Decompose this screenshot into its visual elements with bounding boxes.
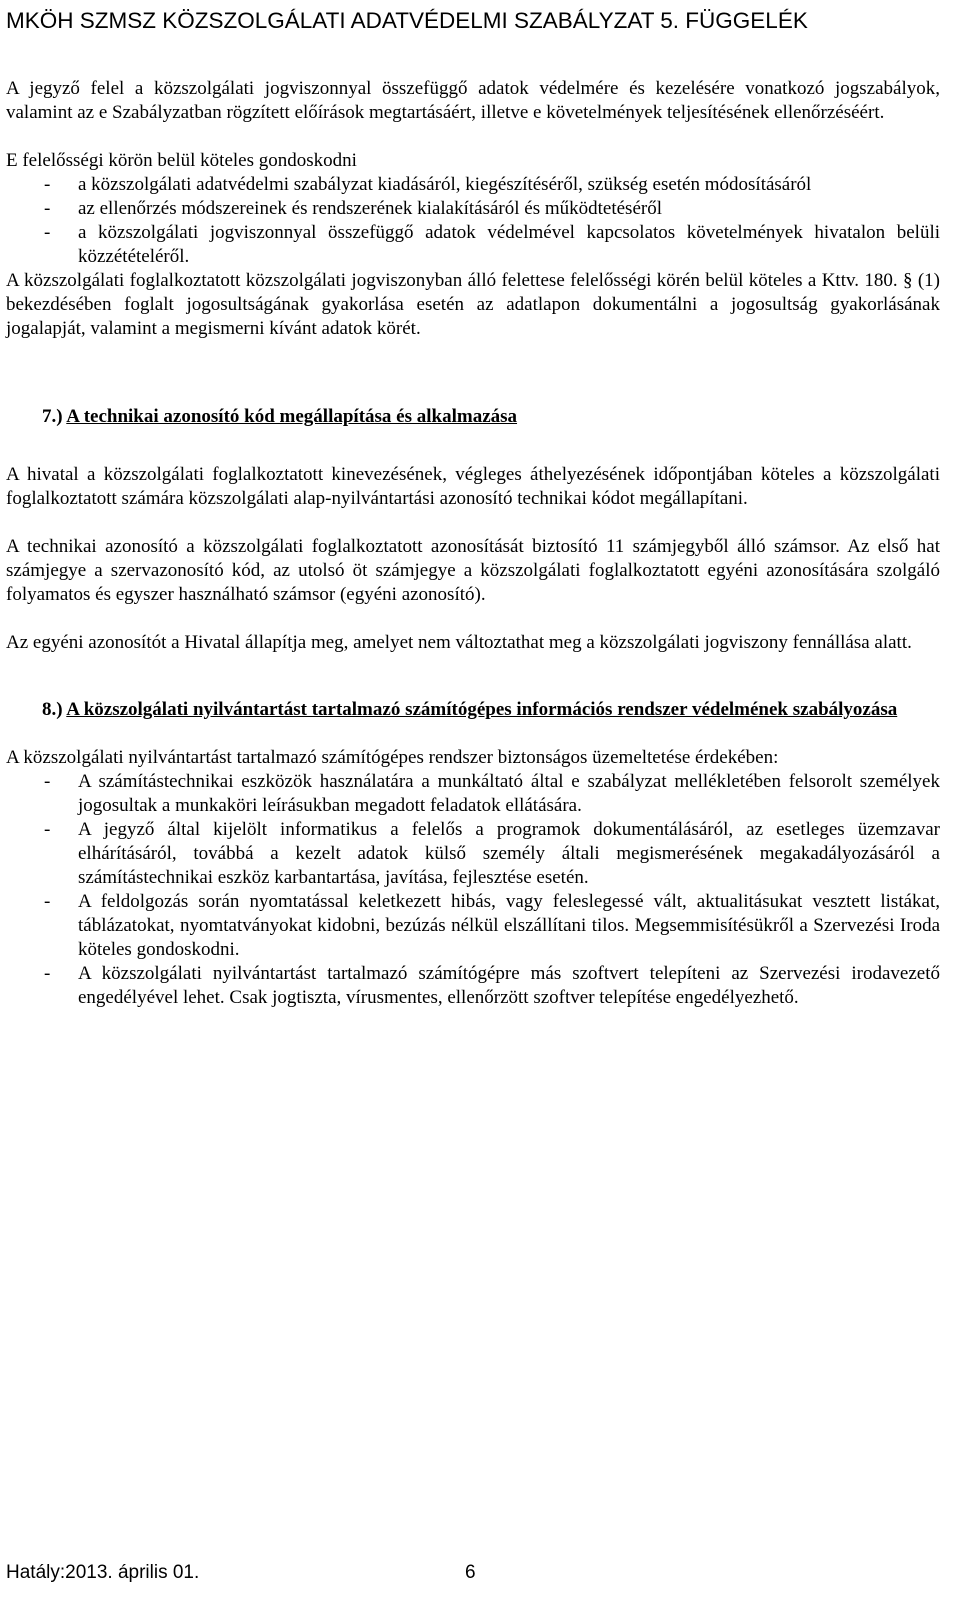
section-7-paragraph: A hivatal a közszolgálati foglalkoztatott kinevezésének, végleges áthelyezésének időpontjában köteles a közszolgálati foglalkoztatott számára közszolgálati alap-nyilvántartási azonosító technikai kódot megállapítani.	[6, 464, 940, 509]
supervisor-paragraph: A közszolgálati foglalkoztatott közszolgálati jogviszonyban álló felettese felelősségi körén belül köteles a Kttv. 180. § (1) bekezdésében foglalt jogosultságának gyakorlása esetén az adatlapon dokumentálni a jogosultság gyakorlásának jogalapját, valamint a megismerni kívánt adatok körét.	[6, 270, 940, 339]
page-footer	[6, 1561, 956, 1585]
section-7-heading: 7.) A technikai azonosító kód megállapítása és alkalmazása	[42, 406, 518, 427]
list-item: - A közszolgálati nyilvántartást tartalmazó számítógépre más szoftvert telepíteni az Szervezési irodavezető engedélyével lehet. Csak jogtiszta, vírusmentes, ellenőrzött szoftver telepítése engedélyezhető.	[44, 963, 940, 1008]
list-item: - A feldolgozás során nyomtatással keletkezett hibás, vagy feleslegessé vált, aktualitásukat vesztett listákat, táblázatokat, nyomtatványokat kidobni, bezúzás nélkül elszállítani tilos. Megsemmisítésükről a Szervezési Iroda köteles gondoskodni.	[44, 891, 940, 960]
page-title: MKÖH SZMSZ KÖZSZOLGÁLATI ADATVÉDELMI SZABÁLYZAT 5. FÜGGELÉK	[6, 8, 808, 33]
document-body	[6, 77, 940, 1010]
responsibility-lead: E felelősségi körön belül köteles gondoskodni	[6, 150, 357, 171]
section-8-heading: 8.) A közszolgálati nyilvántartást tartalmazó számítógépes információs rendszer védelmének szabályozása	[42, 699, 898, 720]
security-rules-list	[6, 770, 940, 1010]
effective-date: Hatály:2013. április 01.	[6, 1562, 200, 1583]
list-item: - az ellenőrzés módszereinek és rendszerének kialakításáról és működtetéséről	[44, 198, 662, 219]
list-item: - A számítástechnikai eszközök használatára a munkáltató által e szabályzat mellékletében felsorolt személyek jogosultak a munkaköri leírásukban megadott feladatok ellátására.	[44, 771, 940, 816]
intro-paragraph: A jegyző felel a közszolgálati jogviszonnyal összefüggő adatok védelmére és kezelésére vonatkozó jogszabályok, valamint az e Szabályzatban rögzített előírások megtartásáért, illetve e követelmények teljesítésének ellenőrzéséért.	[6, 78, 940, 123]
page-number: 6	[465, 1562, 476, 1583]
section-7-paragraph: Az egyéni azonosítót a Hivatal állapítja meg, amelyet nem változtathat meg a közszolgálati jogviszony fennállása alatt.	[6, 632, 912, 653]
list-item: - A jegyző által kijelölt informatikus a felelős a programok dokumentálásáról, az esetleges üzemzavar elhárításáról, továbbá a kezelt adatok külső személy általi megismerésének megakadályozásáról a számítástechnikai eszköz karbantartása, javítása, fejlesztése esetén.	[44, 819, 940, 888]
list-item: - a közszolgálati adatvédelmi szabályzat kiadásáról, kiegészítéséről, szükség esetén módosításáról	[44, 174, 812, 195]
list-item: - a közszolgálati jogviszonnyal összefüggő adatok védelmével kapcsolatos követelmények hivatalon belüli közzétételéről.	[44, 222, 940, 267]
responsibility-list	[6, 173, 940, 269]
section-7-paragraph: A technikai azonosító a közszolgálati foglalkoztatott azonosítását biztosító 11 számjegyből álló számsor. Az első hat számjegye a szervazonosító kód, az utolsó öt számjegye a közszolgálati foglalkoztatott egyéni azonosítására szolgáló folyamatos és egyszer használható számsor (egyéni azonosító).	[6, 536, 940, 605]
section-8-paragraph: A közszolgálati nyilvántartást tartalmazó számítógépes rendszer biztonságos üzemeltetése érdekében:	[6, 747, 779, 768]
